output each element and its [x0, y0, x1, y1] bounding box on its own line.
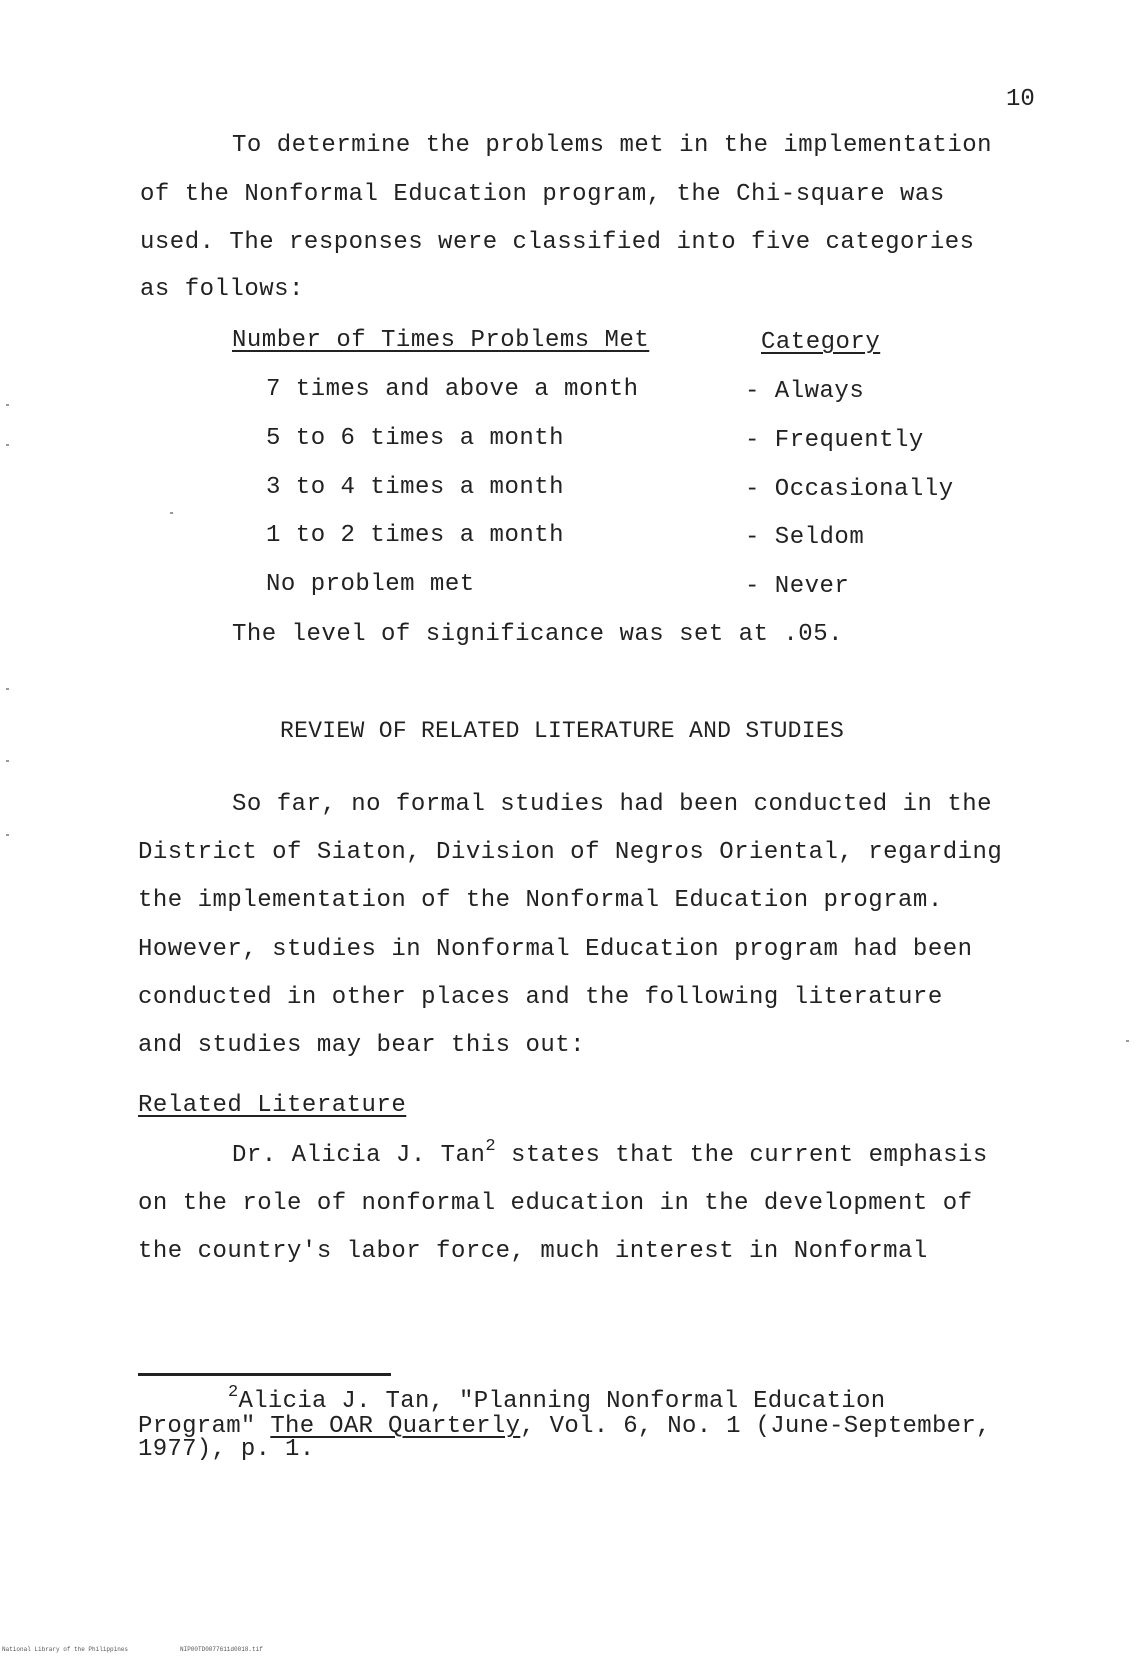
- intro-line-4: as follows:: [140, 276, 304, 303]
- footnote-line-2-start: Program": [138, 1413, 271, 1440]
- table-header-category: Category: [761, 329, 881, 356]
- scan-speck: [170, 512, 173, 514]
- scanner-footer-filename: NIP00TD0077611d0018.tif: [180, 1646, 263, 1653]
- review-line-5: conducted in other places and the following literature: [138, 984, 943, 1011]
- footnote-journal-title: The OAR Quarterly: [270, 1413, 521, 1440]
- significance-statement: The level of significance was set at .05.: [232, 621, 843, 648]
- review-line-3: the implementation of the Nonformal Education program.: [138, 887, 943, 914]
- intro-line-2: of the Nonformal Education program, the Chi-square was: [140, 181, 945, 208]
- intro-line-1: To determine the problems met in the implementation: [232, 132, 993, 159]
- scan-speck: [6, 834, 9, 836]
- subheading-related-literature: Related Literature: [138, 1092, 407, 1119]
- literature-line-1-start: Dr. Alicia J. Tan: [232, 1142, 486, 1169]
- scan-speck: [6, 404, 9, 406]
- review-line-6: and studies may bear this out:: [138, 1032, 586, 1059]
- scan-speck: [6, 444, 9, 446]
- table-row-times: No problem met: [266, 571, 475, 598]
- section-heading: REVIEW OF RELATED LITERATURE AND STUDIES: [280, 718, 845, 744]
- table-row-times: 3 to 4 times a month: [266, 474, 565, 501]
- table-row-times: 1 to 2 times a month: [266, 522, 565, 549]
- scan-speck: [1126, 1040, 1129, 1042]
- scanner-footer-library: National Library of the Philippines: [2, 1646, 129, 1653]
- footnote-line-2-end: , Vol. 6, No. 1 (June-September,: [520, 1413, 991, 1440]
- table-row-category: - Always: [745, 378, 865, 405]
- footnote-reference: 2: [485, 1137, 497, 1156]
- review-line-4: However, studies in Nonformal Education program had been: [138, 936, 973, 963]
- literature-line-3: the country's labor force, much interest in Nonformal: [138, 1238, 928, 1265]
- footnote-line-3: 1977), p. 1.: [138, 1436, 315, 1463]
- footnote-marker: 2: [228, 1383, 239, 1402]
- table-row-times: 5 to 6 times a month: [266, 425, 565, 452]
- table-row-category: - Seldom: [745, 524, 865, 551]
- table-row-category: - Frequently: [745, 427, 924, 454]
- literature-line-2: on the role of nonformal education in the development of: [138, 1190, 973, 1217]
- table-row-times: 7 times and above a month: [266, 376, 639, 403]
- table-row-category: - Occasionally: [745, 476, 954, 503]
- table-row-category: - Never: [745, 573, 850, 600]
- page-number: 10: [1006, 86, 1035, 113]
- footnote-line-1-text: Alicia J. Tan, "Planning Nonformal Education: [238, 1388, 886, 1415]
- scan-speck: [6, 688, 9, 690]
- scan-speck: [6, 760, 9, 762]
- review-line-2: District of Siaton, Division of Negros Oriental, regarding: [138, 839, 1003, 866]
- table-header-times: Number of Times Problems Met: [232, 327, 650, 354]
- footnote-divider: [138, 1373, 391, 1376]
- literature-line-1: [232, 1137, 988, 1173]
- intro-line-3: used. The responses were classified into five categories: [140, 229, 975, 256]
- review-line-1: So far, no formal studies had been conducted in the: [232, 791, 993, 818]
- literature-line-1-end: states that the current emphasis: [496, 1142, 988, 1169]
